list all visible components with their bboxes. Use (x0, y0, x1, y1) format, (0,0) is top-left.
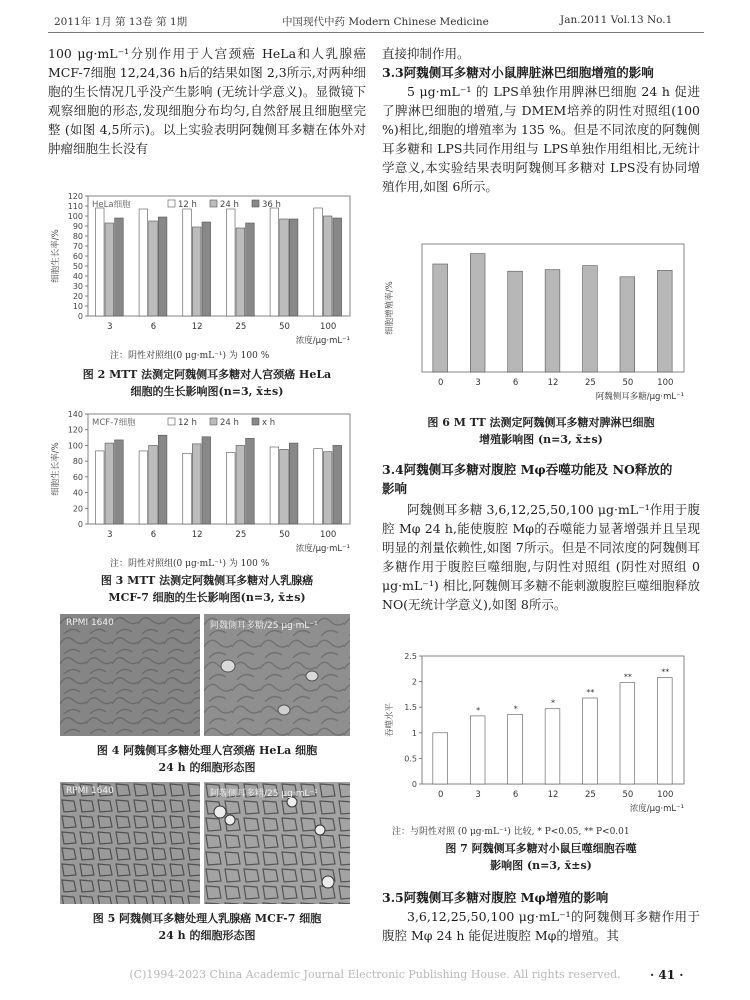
bar (289, 219, 298, 316)
fig3-chart (48, 408, 366, 563)
chart-inset-label: MCF-7细胞 (92, 418, 136, 428)
x-tick-label: 100 (320, 530, 337, 540)
x-axis-label: 浓度/μg·mL⁻¹ (295, 544, 350, 554)
bar (226, 453, 235, 525)
fig6-caption-line1: 图 6 M TT 法测定阿魏侧耳多糖对脾淋巴细胞 (427, 416, 655, 429)
y-tick-label: 90 (72, 222, 83, 231)
significance-label: ** (586, 687, 595, 697)
fig7-chart (382, 650, 700, 820)
fig4-label-left: RPMI 1640 (66, 618, 114, 628)
y-axis-label: 细胞增殖率/% (385, 281, 395, 335)
bar (226, 209, 235, 316)
section-3-4-paragraph: 阿魏侧耳多糖 3,6,12,25,50,100 μg·mL⁻¹作用于腹腔 Mφ 24 h,能使腹腔 Mφ的吞噬能力显著增强并且呈现明显的剂量依赖性,如图 7所示。但是不同浓度的阿魏侧耳多糖作用于腹腔巨噬细胞,与阴性对照组 (阴性对照组 0 μg·mL⁻¹) 相比,阿魏侧耳多糖不能刺激腹腔巨噬细胞释放 NO(无统计学意义),如图 8所示。 (382, 502, 700, 612)
bar (657, 678, 672, 784)
bar (433, 733, 448, 784)
x-axis-label: 阿魏侧耳多糖/μg·mL⁻¹ (595, 392, 684, 402)
x-tick-label: 100 (320, 322, 337, 332)
bar (115, 218, 124, 316)
fig5-photo-control (60, 782, 200, 904)
y-tick-label: 110 (67, 202, 83, 211)
y-tick-label: 120 (67, 192, 83, 201)
bar (192, 444, 201, 524)
chart-inset-label: HeLa细胞 (92, 200, 131, 210)
bar (115, 440, 124, 524)
bar (149, 221, 158, 316)
bar (192, 227, 201, 316)
bar (620, 683, 635, 784)
fig7-caption (382, 840, 700, 874)
bar (657, 270, 672, 372)
x-tick-label: 25 (235, 530, 247, 540)
bar (508, 271, 523, 372)
x-tick-label: 12 (547, 378, 559, 388)
bar (95, 451, 104, 524)
bar (270, 208, 279, 316)
y-tick-label: 20 (72, 504, 83, 514)
x-tick-label: 25 (235, 322, 247, 332)
right-column-top (382, 44, 700, 196)
right-line0: 直接抑制作用。 (382, 46, 470, 61)
x-axis-label: 浓度/μg·mL⁻¹ (295, 336, 350, 346)
bar (139, 209, 148, 316)
y-tick-label: 40 (72, 488, 83, 498)
bar (236, 445, 245, 524)
fig6-chart (382, 238, 700, 408)
bar (583, 266, 598, 372)
x-axis-label: 浓度/μg·mL⁻¹ (629, 804, 684, 814)
bar (183, 209, 192, 316)
fig5-label-right: 阿魏侧耳多糖/25 μg·mL⁻¹ (210, 789, 318, 799)
x-tick-label: 12 (191, 322, 203, 332)
y-tick-label: 60 (72, 252, 83, 261)
fig5-caption-line1: 图 5 阿魏侧耳多糖处理人乳腺癌 MCF-7 细胞 (92, 912, 322, 925)
legend-swatch (168, 418, 175, 425)
y-tick-label: 2.5 (404, 652, 417, 661)
header-journal: 中国现代中药 Modern Chinese Medicine (282, 16, 489, 28)
legend-swatch (210, 418, 217, 425)
y-tick-label: 2 (411, 677, 417, 687)
bar (545, 709, 560, 784)
bar (246, 438, 255, 524)
bar (289, 443, 298, 524)
legend-swatch (252, 200, 259, 207)
fig6-caption-line2: 增殖影响图 (n=3, x̄±s) (479, 433, 603, 446)
x-tick-label: 12 (547, 790, 559, 800)
section-3-5-heading: 3.5阿魏侧耳多糖对腹腔 Mφ增殖的影响 (382, 890, 609, 905)
fig4-caption (48, 742, 366, 776)
fig5-caption (48, 910, 366, 944)
bar (246, 223, 255, 316)
bar (183, 453, 192, 524)
bar (280, 449, 289, 524)
section-3-4-heading-a: 3.4阿魏侧耳多糖对腹腔 Mφ吞噬功能及 NO释放的 (382, 462, 673, 477)
legend-label: 24 h (220, 200, 239, 210)
section-3-3-heading: 3.3阿魏侧耳多糖对小鼠脾脏淋巴细胞增殖的影响 (382, 65, 654, 80)
right-column-bottom (382, 888, 700, 945)
y-tick-label: 80 (72, 232, 83, 241)
y-tick-label: 1 (411, 728, 417, 738)
cell-texture (60, 614, 200, 736)
bar (333, 445, 342, 524)
y-tick-label: 30 (72, 282, 83, 291)
fig3-note: 注：阴性对照组(0 μg·mL⁻¹) 为 100 % (110, 559, 270, 569)
fig2-caption-line1: 图 2 MTT 法测定阿魏侧耳多糖对人宫颈癌 HeLa (82, 368, 332, 381)
legend-label: 36 h (262, 200, 281, 210)
x-tick-label: 3 (475, 378, 481, 388)
left-column-text (48, 44, 366, 158)
fig3-caption-line2: MCF-7 细胞的生长影响图(n=3, x̄±s) (108, 591, 306, 604)
legend-swatch (168, 200, 175, 207)
cell-texture (204, 782, 350, 904)
x-tick-label: 0 (438, 378, 444, 388)
legend-swatch (210, 200, 217, 207)
y-axis-label: 细胞生长率/% (51, 442, 61, 496)
y-tick-label: 100 (67, 212, 83, 221)
bar (620, 277, 635, 372)
y-tick-label: 0.5 (404, 754, 417, 764)
fig4-caption-line1: 图 4 阿魏侧耳多糖处理人宫颈癌 HeLa 细胞 (96, 744, 318, 757)
bar (105, 443, 114, 524)
y-tick-label: 50 (72, 262, 83, 271)
legend-swatch (252, 418, 259, 425)
legend-label: 12 h (178, 418, 197, 428)
significance-label: ** (623, 672, 632, 682)
bar (470, 716, 485, 784)
fig3-svg (48, 408, 366, 563)
fig2-chart (48, 190, 366, 370)
bar (95, 208, 104, 316)
x-tick-label: 3 (475, 790, 481, 800)
section-3-3-paragraph: 5 μg·mL⁻¹ 的 LPS单独作用脾淋巴细胞 24 h 促进了脾淋巴细胞的增殖,与 DMEM培养的阴性对照组(100 %)相比,细胞的增殖率为 135 %。但是不同浓度的阿魏侧耳多糖和 LPS共同作用组与 LPS单独作用组相比,无统计学意义,本实验结果表明阿魏侧耳多糖对 LPS没有协同增殖作用,如图 6所示。 (382, 84, 700, 194)
bar (323, 452, 332, 524)
y-tick-label: 10 (72, 302, 83, 311)
fig4-photo-treated (204, 614, 350, 736)
x-tick-label: 12 (191, 530, 203, 540)
bar (270, 447, 279, 524)
fig2-svg (48, 190, 366, 370)
cell-texture (60, 782, 200, 904)
fig7-caption-line2: 影响图 (n=3, x̄±s) (490, 859, 592, 872)
x-tick-label: 3 (107, 322, 113, 332)
bar (508, 714, 523, 784)
fig4-label-right: 阿魏侧耳多糖/25 μg·mL⁻¹ (210, 621, 318, 631)
x-tick-label: 50 (279, 530, 290, 540)
fig7-note: 注：与阴性对照 (0 μg·mL⁻¹) 比较, * P<0.05, ** P<0.01 (392, 827, 630, 837)
bar (314, 449, 323, 524)
x-tick-label: 100 (657, 378, 674, 388)
fig3-caption-line1: 图 3 MTT 法测定阿魏侧耳多糖对人乳腺癌 (100, 574, 314, 587)
y-tick-label: 70 (72, 242, 83, 251)
header-date: Jan.2011 Vol.13 No.1 (560, 14, 673, 26)
x-tick-label: 25 (585, 790, 596, 800)
significance-label: * (476, 705, 481, 715)
y-tick-label: 60 (72, 472, 83, 482)
y-tick-label: 100 (67, 441, 83, 451)
bar (323, 216, 332, 316)
page-number: · 41 · (650, 968, 684, 982)
bar (583, 698, 598, 784)
fig7-svg (382, 650, 700, 820)
fig5-label-left: RPMI 1640 (66, 786, 114, 796)
plot-frame (88, 196, 350, 316)
legend-label: 24 h (220, 418, 239, 428)
y-tick-label: 0 (77, 312, 83, 321)
y-tick-label: 0 (77, 520, 83, 529)
legend-label: 12 h (178, 200, 197, 210)
y-tick-label: 40 (72, 272, 83, 281)
bar (433, 264, 448, 372)
header-rule (48, 32, 704, 33)
plot-frame (88, 414, 350, 524)
cell-texture (204, 614, 350, 736)
bar (236, 228, 245, 316)
right-column-middle (382, 460, 700, 614)
section-3-4-heading-b: 影响 (382, 481, 408, 496)
bar (202, 437, 211, 524)
x-tick-label: 0 (438, 790, 444, 800)
fig7-caption-line1: 图 7 阿魏侧耳多糖对小鼠巨噬细胞吞噬 (445, 842, 637, 855)
bar (280, 219, 289, 316)
header-issue: 2011年 1月 第 13卷 第 1期 (54, 16, 188, 28)
copyright-footer: (C)1994-2023 China Academic Journal Electronic Publishing House. All rights reserved. (129, 968, 621, 981)
significance-label: ** (661, 667, 670, 677)
fig2-caption-line2: 细胞的生长影响图(n=3, x̄±s) (130, 385, 284, 398)
fig4-caption-line2: 24 h 的细胞形态图 (158, 761, 256, 774)
x-tick-label: 3 (107, 530, 113, 540)
bar (105, 223, 114, 316)
x-tick-label: 25 (585, 378, 596, 388)
bar (202, 222, 211, 316)
x-tick-label: 6 (512, 790, 519, 800)
fig5-photo-treated (204, 782, 350, 904)
x-tick-label: 100 (657, 790, 674, 800)
bar (158, 435, 167, 524)
bar (139, 451, 148, 524)
fig2-caption (48, 366, 366, 400)
x-tick-label: 6 (512, 378, 519, 388)
x-tick-label: 50 (279, 322, 290, 332)
y-axis-label: 吞噬水平 (385, 702, 395, 738)
significance-label: * (551, 698, 555, 708)
bar (333, 218, 342, 316)
bar (470, 254, 485, 372)
x-tick-label: 6 (150, 322, 157, 332)
fig5-caption-line2: 24 h 的细胞形态图 (158, 929, 256, 942)
fig2-note: 注：阴性对照组(0 μg·mL⁻¹) 为 100 % (110, 351, 270, 361)
fig6-svg (382, 238, 700, 408)
y-tick-label: 140 (67, 410, 83, 419)
y-tick-label: 0 (411, 780, 417, 789)
bar (545, 270, 560, 372)
fig4-photo-control (60, 614, 200, 736)
y-tick-label: 80 (72, 457, 83, 467)
left-paragraph: 100 μg·mL⁻¹分别作用于人宫颈癌 HeLa和人乳腺癌 MCF-7细胞 12,24,36 h后的结果如图 2,3所示,对两种细胞的生长情况几乎没产生影响 (无统计学意义)。显微镜下观察细胞的形态,发现细胞分布均匀,自然舒展且细胞壁完整 (如图 4,5所示)。以上实验表明阿魏侧耳多糖在体外对肿瘤细胞生长没有 (48, 46, 366, 156)
section-3-5-paragraph: 3,6,12,25,50,100 μg·mL⁻¹的阿魏侧耳多糖作用于腹腔 Mφ 24 h 能促进腹腔 Mφ的增殖。其 (382, 909, 700, 943)
bar (314, 208, 323, 316)
y-tick-label: 20 (72, 292, 83, 301)
fig3-caption (48, 572, 366, 606)
x-tick-label: 50 (622, 790, 634, 800)
y-tick-label: 1.5 (404, 703, 417, 713)
significance-label: * (513, 704, 518, 714)
y-tick-label: 120 (67, 425, 83, 435)
y-axis-label: 细胞生长率/% (51, 229, 61, 283)
legend-label: x h (262, 418, 276, 428)
bar (149, 445, 158, 524)
x-tick-label: 50 (622, 378, 634, 388)
fig6-caption (382, 414, 700, 448)
x-tick-label: 6 (150, 530, 157, 540)
bar (158, 217, 167, 316)
